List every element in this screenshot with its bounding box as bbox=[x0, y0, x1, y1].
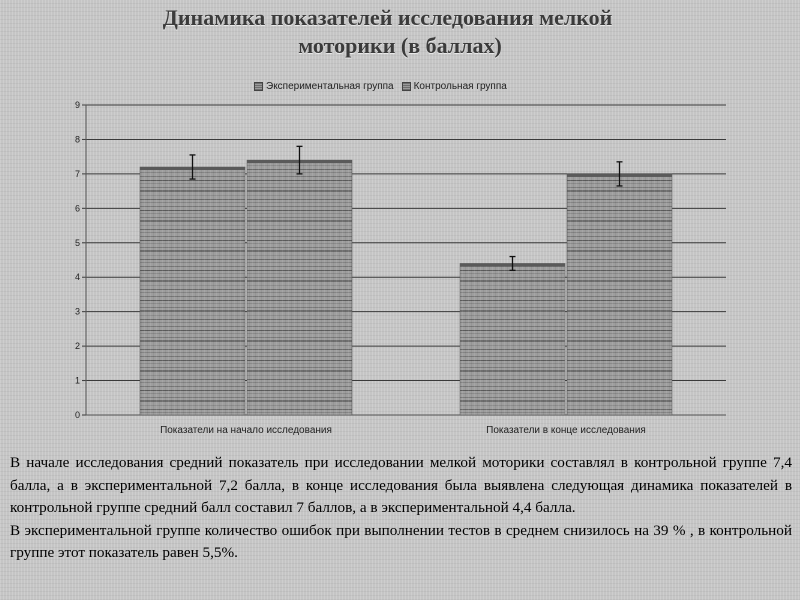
x-tick-label-1: Показатели на начало исследования bbox=[160, 425, 332, 436]
y-tick-label-8: 8 bbox=[74, 134, 80, 145]
title-line-1: Динамика показателей исследования мелкой bbox=[162, 5, 613, 30]
y-tick-label-9: 9 bbox=[74, 100, 80, 110]
bar-experimental-1 bbox=[140, 167, 245, 415]
title-line-2: моторики (в баллах) bbox=[298, 33, 502, 58]
y-tick-label-4: 4 bbox=[74, 272, 80, 283]
legend-label-experimental: Экспериментальная группа bbox=[266, 81, 394, 92]
y-tick-label-5: 5 bbox=[74, 237, 80, 248]
y-tick-label-7: 7 bbox=[74, 168, 80, 179]
y-tick-label-0: 0 bbox=[74, 410, 80, 420]
description-text bbox=[10, 452, 792, 565]
y-tick-label-3: 3 bbox=[74, 306, 80, 317]
y-tick-label-6: 6 bbox=[74, 203, 80, 214]
paragraph-2: В экспериментальной группе количество ошибок при выполнении тестов в среднем снизилось на 39 % , в контрольной группе этот показатель равен 5,5%. bbox=[10, 521, 792, 561]
y-tick-label-2: 2 bbox=[74, 341, 80, 352]
bar-control-2 bbox=[567, 174, 672, 415]
legend-label-control: Контрольная группа bbox=[413, 81, 507, 92]
x-tick-label-2: Показатели в конце исследования bbox=[486, 425, 646, 436]
bar-control-1 bbox=[247, 160, 352, 415]
y-tick-label-1: 1 bbox=[74, 375, 80, 386]
paragraph-1: В начале исследования средний показатель при исследовании мелкой моторики составлял в контрольной группе 7,4 балла, а в экспериментальной 7,2 балла, в конце исследования была выявлена следующая динамика показателей в контрольной группе средний балл составил 7 баллов, а в экспериментальной 4,4 балла. bbox=[10, 454, 792, 516]
bar-experimental-2 bbox=[460, 263, 565, 415]
